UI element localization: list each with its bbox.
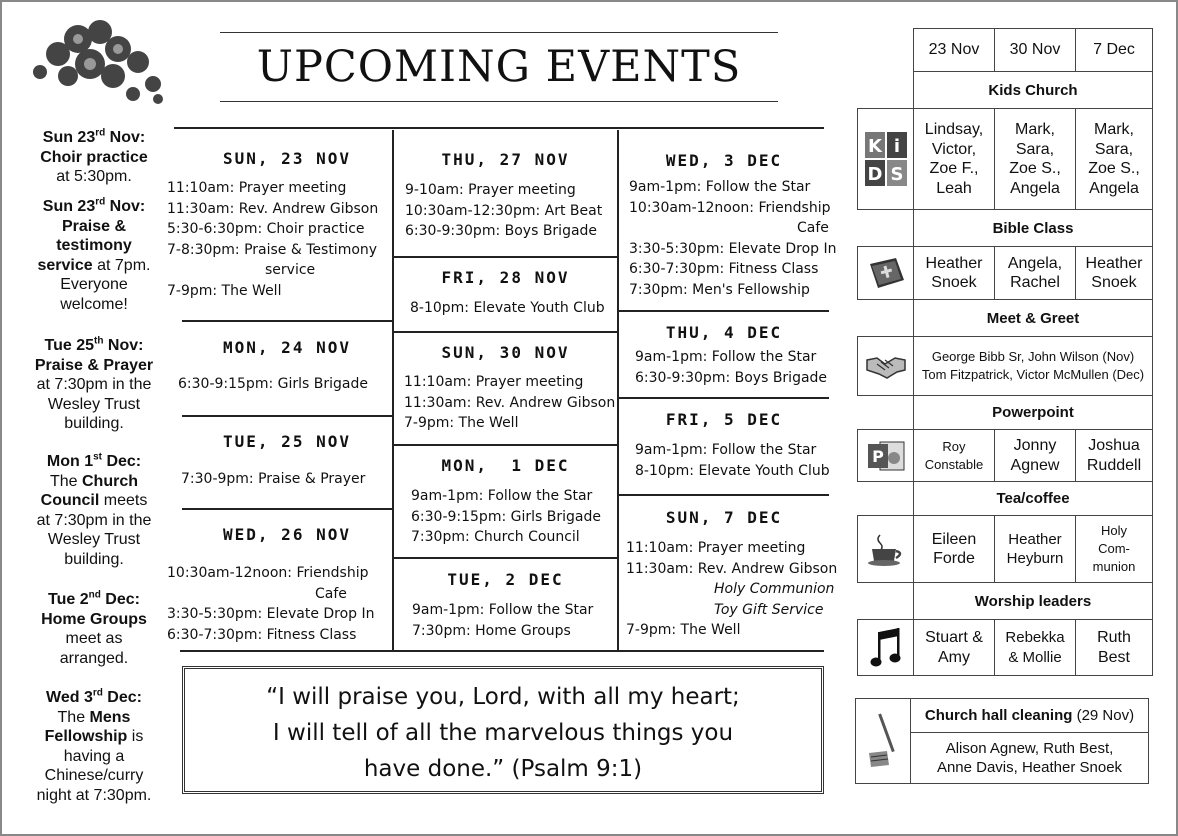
day-heading-mon24: MON, 24 NOV	[223, 338, 351, 357]
bible-names-3: Heather Snoek	[1075, 246, 1153, 300]
day-heading-thu4: THU, 4 DEC	[665, 323, 783, 342]
day-events-sun23: 11:10am: Prayer meeting 11:30am: Rev. Andrew Gibson 5:30-6:30pm: Choir practice 7-8:30pm: Praise & Testimony service 7-9pm: The Well	[167, 180, 379, 299]
cleaning-names: Alison Agnew, Ruth Best, Anne Davis, Heather Snoek	[910, 732, 1149, 784]
rota-heading-worship: Worship leaders	[913, 582, 1153, 620]
rota-date-1: 23 Nov	[913, 28, 995, 72]
tea-names-2: Heather Heyburn	[994, 515, 1076, 583]
notice-wed3: Wed 3rd Dec: The Mens Fellowship is having a Chinese/curry night at 7:30pm.	[36, 688, 152, 804]
day-events-fri5: 9am-1pm: Follow the Star 8-10pm: Elevate Youth Club	[635, 442, 830, 479]
rota-heading-power: Powerpoint	[913, 395, 1153, 430]
power-names-2: Jonny Agnew	[994, 429, 1076, 482]
day-heading-fri28: FRI, 28 NOV	[441, 268, 570, 287]
notice-mon1: Mon 1st Dec: The Church Council meets at 7:30pm in the Wesley Trust building.	[36, 452, 152, 568]
notice-sun23-choir: Sun 23rd Nov: Choir practice at 5:30pm.	[40, 128, 148, 186]
powerpoint-icon	[857, 429, 914, 482]
day-heading-tue2: TUE, 2 DEC	[447, 570, 564, 589]
rota-heading-meet: Meet & Greet	[913, 299, 1153, 337]
flower-decoration-icon	[18, 14, 174, 110]
day-events-wed3: 9am-1pm: Follow the Star 10:30am-12noon: Friendship Cafe 3:30-5:30pm: Elevate Drop In 6:30-7:30pm: Fitness Class 7:30pm: Men's Fellowship	[629, 179, 837, 298]
day-heading-mon1: MON, 1 DEC	[441, 456, 570, 475]
meet-names: George Bibb Sr, John Wilson (Nov) Tom Fitzpatrick, Victor McMullen (Dec)	[913, 336, 1153, 396]
tea-names-3: Holy Com- munion	[1075, 515, 1153, 583]
power-names-1: Roy Constable	[913, 429, 995, 482]
kids-names-1: Lindsay, Victor, Zoe F., Leah	[913, 108, 995, 210]
bible-names-2: Angela, Rachel	[994, 246, 1076, 300]
day-heading-fri5: FRI, 5 DEC	[665, 410, 783, 429]
day-events-fri28: 8-10pm: Elevate Youth Club	[410, 300, 605, 316]
day-events-mon1: 9am-1pm: Follow the Star 6:30-9:15pm: Girls Brigade 7:30pm: Church Council	[411, 488, 601, 545]
day-events-wed26: 10:30am-12noon: Friendship Cafe 3:30-5:30pm: Elevate Drop In 6:30-7:30pm: Fitness Class	[167, 565, 375, 643]
music-notes-icon	[857, 619, 914, 676]
worship-names-1: Stuart & Amy	[913, 619, 995, 676]
day-events-sun7: 11:10am: Prayer meeting 11:30am: Rev. Andrew Gibson Holy Communion Toy Gift Service 7-9pm: The Well	[626, 540, 838, 638]
tea-names-1: Eileen Forde	[913, 515, 995, 583]
kids-logo-icon	[857, 108, 914, 210]
day-heading-sun23: SUN, 23 NOV	[223, 149, 351, 168]
svg-text:P: P	[871, 446, 884, 466]
rota-date-2: 30 Nov	[994, 28, 1076, 72]
day-heading-wed26: WED, 26 NOV	[223, 525, 351, 544]
day-events-sun30: 11:10am: Prayer meeting 11:30am: Rev. Andrew Gibson 7-9pm: The Well	[404, 374, 616, 431]
handshake-icon	[857, 336, 914, 396]
day-heading-sun30: SUN, 30 NOV	[441, 343, 570, 362]
rota-heading-cleaning: Church hall cleaning (29 Nov)	[910, 698, 1149, 733]
notice-tue2: Tue 2nd Dec: Home Groups meet as arranged.	[41, 590, 147, 667]
svg-text:D: D	[867, 164, 882, 185]
day-events-thu4: 9am-1pm: Follow the Star 6:30-9:30pm: Boys Brigade	[635, 349, 828, 386]
notice-tue25: Tue 25th Nov: Praise & Prayer at 7:30pm in the Wesley Trust building.	[34, 336, 154, 433]
day-events-mon24: 6:30-9:15pm: Girls Brigade	[178, 376, 368, 392]
notice-sun23-praise: Sun 23rd Nov: Praise & testimony service at 7pm. Everyone welcome!	[37, 197, 151, 313]
kids-names-2: Mark, Sara, Zoe S., Angela	[994, 108, 1076, 210]
power-names-3: Joshua Ruddell	[1075, 429, 1153, 482]
day-events-tue2: 9am-1pm: Follow the Star 7:30pm: Home Groups	[412, 602, 594, 639]
rota-heading-tea: Tea/coffee	[913, 481, 1153, 516]
day-heading-wed3: WED, 3 DEC	[665, 151, 783, 170]
page-title: UPCOMING EVENTS	[220, 32, 778, 102]
day-heading-thu27: THU, 27 NOV	[441, 150, 570, 169]
rota-heading-bible: Bible Class	[913, 209, 1153, 247]
kids-names-3: Mark, Sara, Zoe S., Angela	[1075, 108, 1153, 210]
scripture-quote: “I will praise you, Lord, with all my heart; I will tell of all the marvelous things you have done.” (Psalm 9:1)	[182, 666, 824, 794]
svg-text:S: S	[890, 164, 903, 185]
rota-heading-kids: Kids Church	[913, 71, 1153, 109]
mop-icon	[855, 698, 911, 784]
bible-names-1: Heather Snoek	[913, 246, 995, 300]
day-events-tue25: 7:30-9pm: Praise & Prayer	[181, 471, 366, 487]
worship-names-2: Rebekka & Mollie	[994, 619, 1076, 676]
teacup-icon	[857, 515, 914, 583]
day-heading-sun7: SUN, 7 DEC	[665, 508, 783, 527]
svg-text:i: i	[893, 136, 900, 157]
svg-text:K: K	[867, 136, 882, 157]
day-heading-tue25: TUE, 25 NOV	[223, 432, 351, 451]
bible-icon	[857, 246, 914, 300]
rota-date-3: 7 Dec	[1075, 28, 1153, 72]
worship-names-3: Ruth Best	[1075, 619, 1153, 676]
day-events-thu27: 9-10am: Prayer meeting 10:30am-12:30pm: Art Beat 6:30-9:30pm: Boys Brigade	[405, 182, 603, 239]
